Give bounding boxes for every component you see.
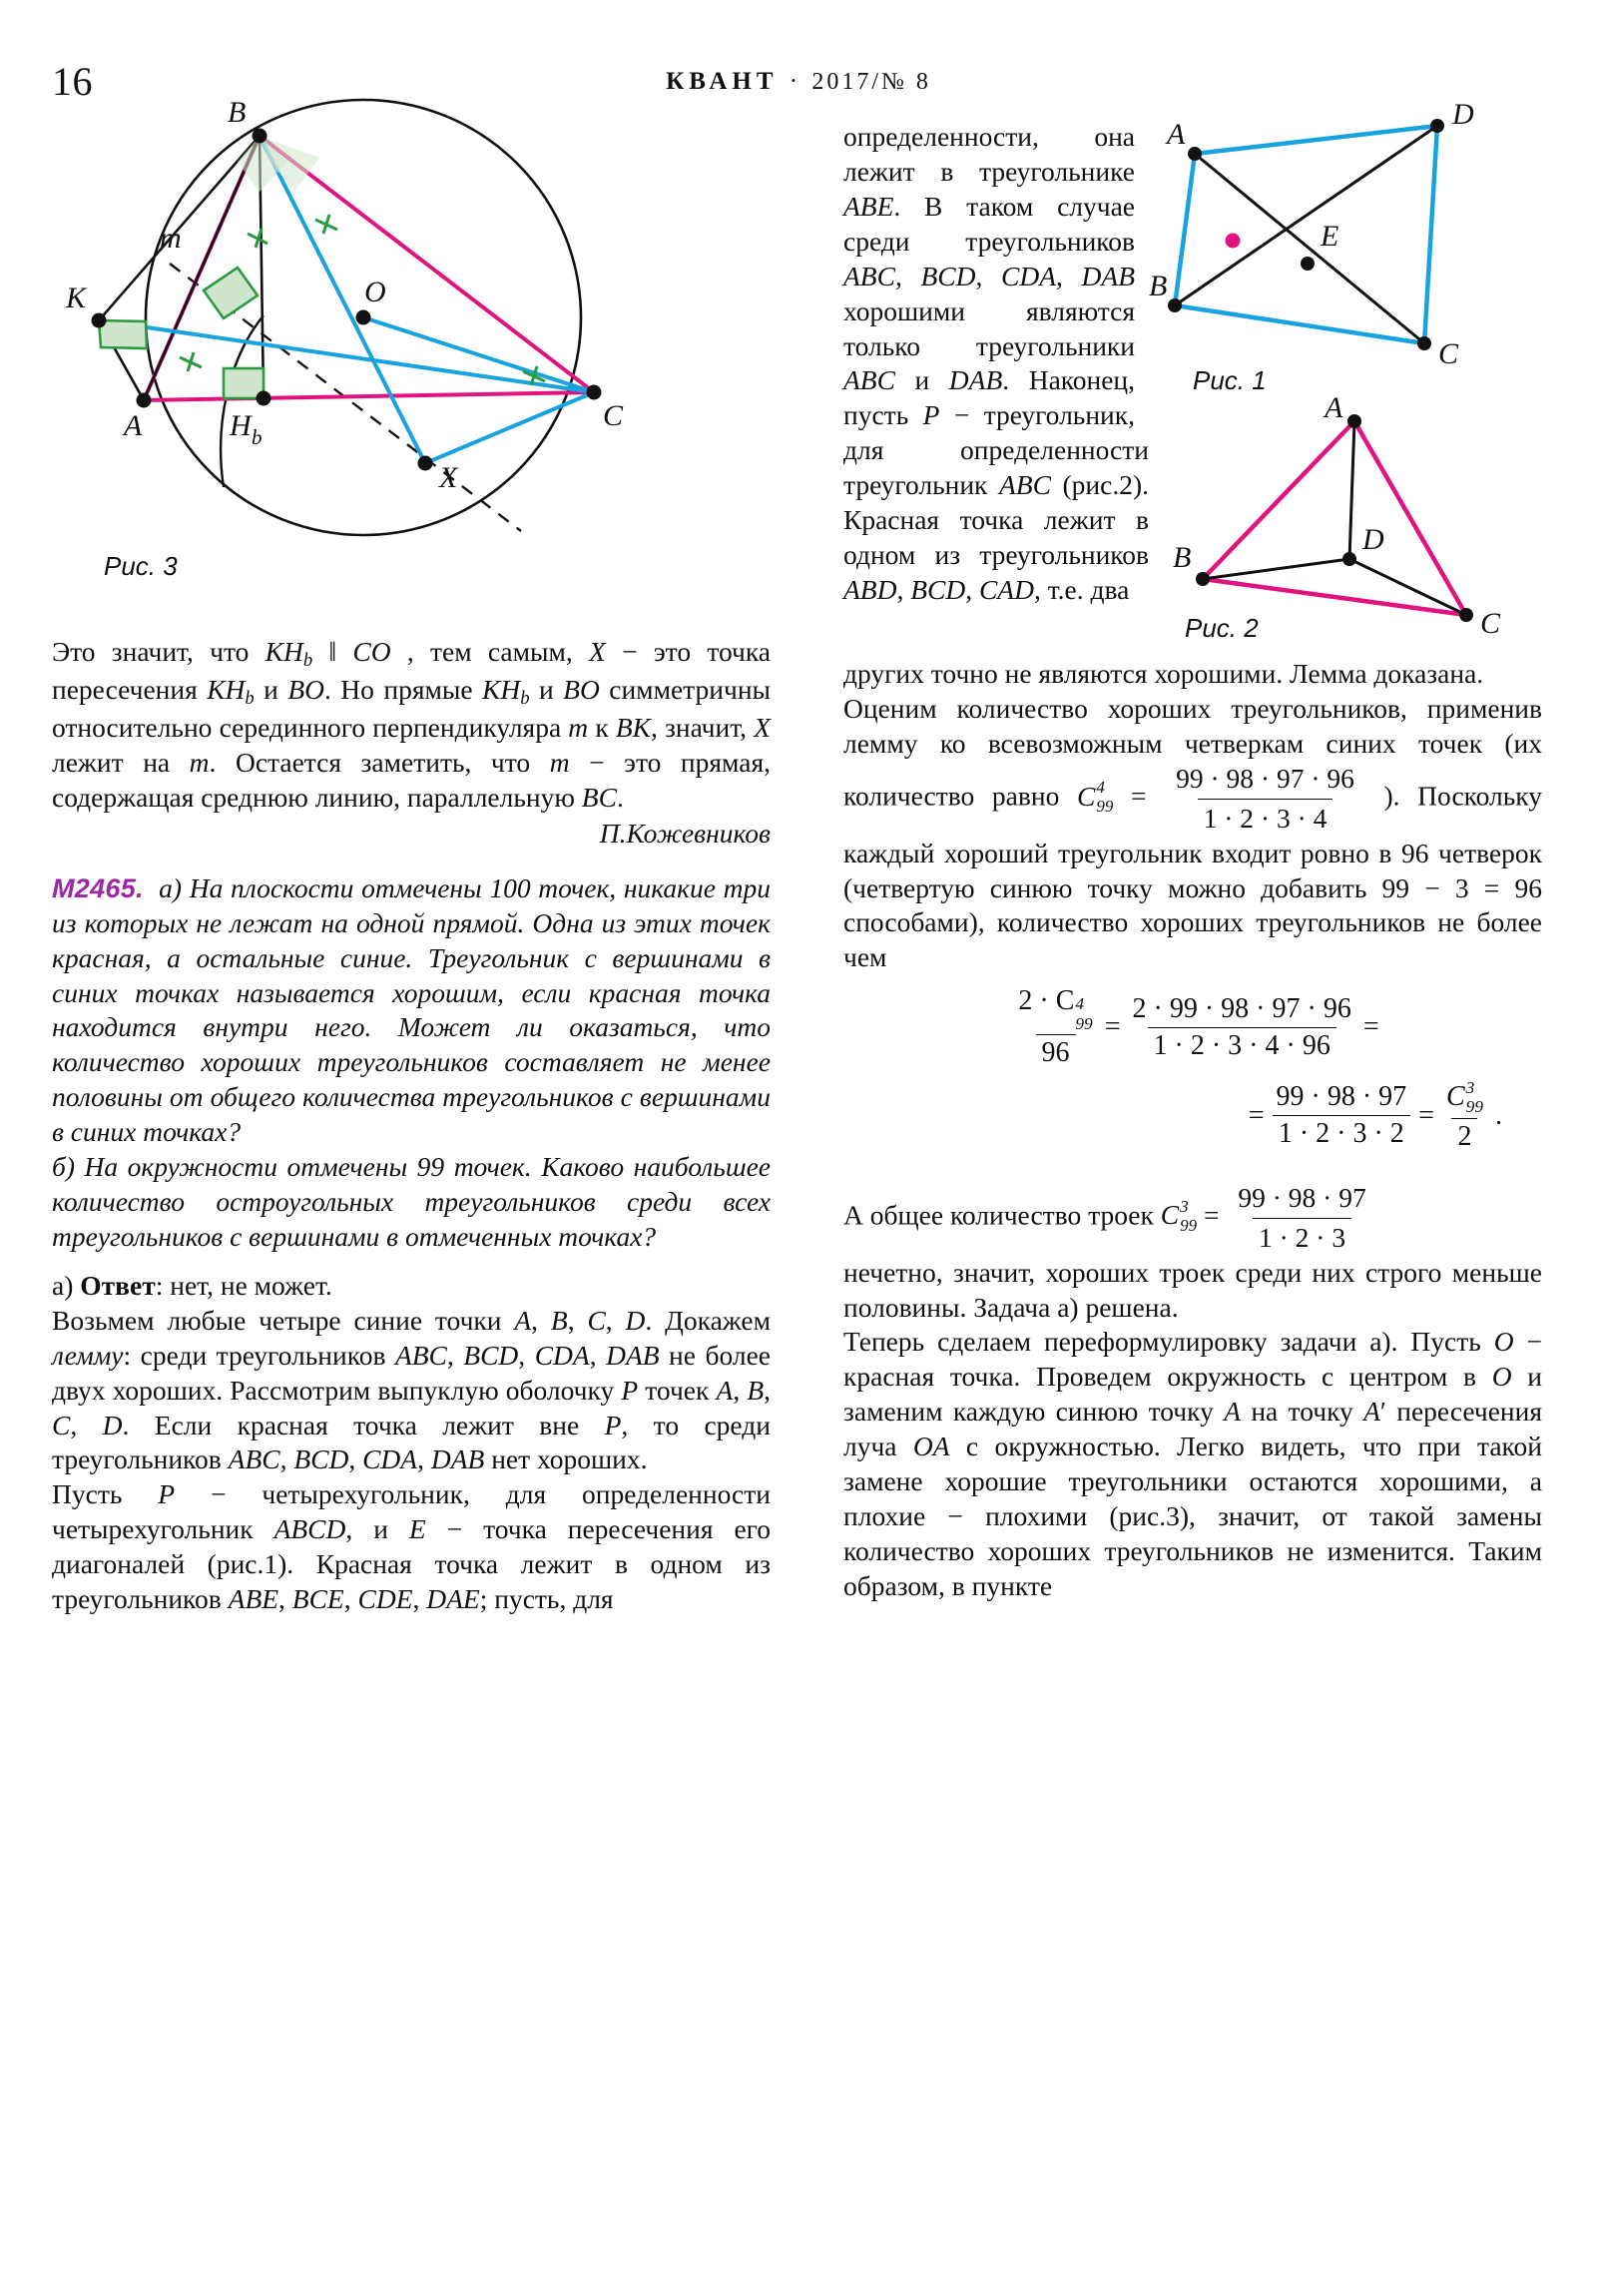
fraction-c99-3-over-2: C 3 99 2 xyxy=(1440,1079,1489,1153)
right-paragraph-lemma-end: других точно не являются хорошими. Лемма доказана. xyxy=(843,658,1484,689)
paragraph-proof-end: Это значит, что $KH_b$ ‖ CO , тем самым, X − это точка пересечения $KH_b$ и BO. Но прямые $KH_b$ и BO симметричны относительно серединного перпендикуляра m к BK, значит, X лежит на m. Остается заметить, что m − это прямая, содержащая среднюю линию, параллельную BC. xyxy=(52,636,772,813)
right-column xyxy=(843,98,1543,1604)
solution-paragraph-2: Пусть P − четырехугольник, для определенности четырехугольник ABCD, и E − точка пересечения его диагоналей (рис.1). Красная точка лежит в одном из треугольников ABE, BCE, CDE, DAE; пусть, для xyxy=(52,1478,771,1615)
journal-name: КВАНТ xyxy=(666,68,779,95)
total-triples-text: А общее количество троек xyxy=(843,1199,1161,1231)
figure-3-caption: Рис. 3 xyxy=(104,551,178,581)
fraction-left: 2 · C 4 99 96 xyxy=(1012,985,1098,1069)
svg-text:b: b xyxy=(252,425,263,449)
label-d: D xyxy=(1362,523,1384,556)
label-c: C xyxy=(1480,607,1501,640)
answer-rest: : нет, не может. xyxy=(155,1269,332,1301)
label-x: X xyxy=(439,461,458,494)
figure-3-svg xyxy=(52,96,771,635)
point-b xyxy=(253,129,267,144)
answer-line xyxy=(52,1269,771,1304)
page-header xyxy=(0,30,1597,104)
triangle-abc-magenta xyxy=(1203,421,1466,615)
point-e xyxy=(1301,257,1315,271)
page-number: 16 xyxy=(52,59,93,104)
estimate-text-post: ). Поскольку каждый хороший треугольник входит ровно в 96 четверок (четвертую синюю точку можно добавить 99 − 3 = 96 способами), количество хороших треугольников не более чем xyxy=(843,780,1543,973)
label-a: A xyxy=(124,409,143,442)
point-d xyxy=(1430,119,1444,133)
display-equation-2: = $\frac{99 \cdot 98 \cdot 97}{1 \cdot 2 \cdot 3 \cdot 2}$ = C 3 99 2 . xyxy=(1248,1078,1502,1152)
right-paragraph-reformulation: Теперь сделаем переформулировку задачи а). Пусть O − красная точка. Проведем окружность с центром в O и заменим каждую синюю точку A на точку A′ пересечения луча OA с окружностью. Легко видеть, что при такой замене хорошие треугольники остаются хорошими, а плохие − плохими (рис.3), значит, от такой замены количество хороших треугольников не изменится. Таким образом, в пункте xyxy=(843,1326,1542,1601)
issue-label: 2017/№ 8 xyxy=(811,69,931,95)
point-a xyxy=(137,393,152,408)
label-b: B xyxy=(1173,541,1192,574)
point-x xyxy=(418,456,433,471)
point-k xyxy=(92,313,107,328)
label-o: O xyxy=(364,276,386,308)
proof-author: П.Кожевников xyxy=(599,817,771,849)
right-angle-marks xyxy=(99,136,319,398)
figure-1-svg xyxy=(1149,98,1552,395)
fraction-line2: $\frac{99 \cdot 98 \cdot 97}{1 \cdot 2 \cdot 3 \cdot 2}$ xyxy=(1271,1081,1413,1150)
segment-ad xyxy=(1349,421,1354,559)
red-point-marker xyxy=(1226,234,1241,249)
point-a xyxy=(1188,147,1202,161)
point-hb xyxy=(257,391,271,406)
right-paragraph-top: определенности, она лежит в треугольнике ABE. В таком случае среди треугольников ABC, BCD, CDA, DAB хорошими являются только треугольники ABC и DAB. Наконец, пусть P − треугольник, для определенности треугольник ABC (рис.2). Красная точка лежит в одном из треугольников ABD, BCD, CAD, т.е. два xyxy=(843,121,1149,605)
point-o xyxy=(356,310,371,325)
fraction-right: $\frac{2 \cdot 99 \cdot 98 \cdot 97 \cdot 96}{1 \cdot 2 \cdot 3 \cdot 4 \cdot 96}$ xyxy=(1132,992,1351,1061)
binomial-c99-3-inline: C 3 99 xyxy=(1160,1196,1198,1235)
point-a xyxy=(1347,414,1361,428)
binomial-c99-3: C 3 99 xyxy=(1445,1078,1483,1117)
figure-2-caption: Рис. 2 xyxy=(1185,613,1259,643)
svg-text:H: H xyxy=(230,409,252,442)
header-separator: · xyxy=(789,68,801,95)
journal-title-line xyxy=(0,68,1597,96)
label-b: B xyxy=(1149,270,1168,302)
label-m: m xyxy=(160,222,182,255)
problem-number-label: M2465. xyxy=(52,872,144,903)
problem-m2465 xyxy=(52,871,771,1150)
label-hb xyxy=(229,409,263,449)
figure-1-container xyxy=(1149,98,1552,395)
point-b xyxy=(1196,572,1210,586)
fraction-c99-3: $\frac{99 \cdot 98 \cdot 97}{1 \cdot 2 \cdot 3}$ xyxy=(1232,1181,1371,1256)
segment-bx-cyan xyxy=(260,136,425,463)
label-c: C xyxy=(1438,337,1459,370)
segment-ba xyxy=(144,136,260,400)
answer-bold-word: Ответ xyxy=(80,1269,156,1301)
label-b: B xyxy=(228,96,247,129)
segment-xc-cyan xyxy=(425,392,594,463)
figure-3 xyxy=(52,96,771,635)
quadrilateral-abcd-cyan xyxy=(1175,126,1437,343)
figure-2-container xyxy=(1167,391,1546,651)
right-paragraph-estimate: Оценим количество хороших треугольников, применив лемму ко всевозможным четверкам синих точек (их количество равно C 4 99 = $\frac{99 \cdot 98 \cdot 97 \cdot 96}{1 \cdot 2 \cdot 3 \cdot 4}$ ). Поскольку каждый хороший треугольник входит ровно в 96 четверок (четвертую синюю точку можно добавить 99 − 3 = 96 способами), количество хороших треугольников не более чем xyxy=(843,692,1543,973)
segment-oc-cyan xyxy=(363,317,594,392)
solution-paragraph-1: Возьмем любые четыре синие точки A, B, C, D. Докажем лемму: среди треугольников ABC, BCD, CDA, DAB не более двух хороших. Рассмотрим выпуклую оболочку P точек A, B, C, D. Если красная точка лежит вне P, то среди треугольников ABC, BCD, CDA, DAB нет хороших. xyxy=(52,1304,772,1475)
label-a: A xyxy=(1325,391,1343,424)
answer-part-letter: а) xyxy=(52,1269,81,1301)
binomial-c99-4-inline: C 4 99 xyxy=(1076,777,1114,816)
point-b xyxy=(1168,298,1182,312)
label-a: A xyxy=(1167,118,1186,151)
problem-part-b: б) На окружности отмечены 99 точек. Каково наибольшее количество остроугольных треугольников среди всех треугольников с вершинами в отмеченных точках? xyxy=(52,1151,771,1252)
estimate-text-pre: Оценим количество хороших треугольников, применив лемму ко всевозможным четверкам синих точек (их количество равно xyxy=(843,692,1542,812)
fraction-left-num: 2 · C 4 99 xyxy=(1018,985,1093,1033)
right-paragraph-total-triples: А общее количество троек C 3 99 = $\frac{99 \cdot 98 \cdot 97}{1 \cdot 2 \cdot 3}$ xyxy=(843,1181,1542,1256)
segment-bd xyxy=(1203,559,1349,579)
problem-part-a-text: а) На плоскости отмечены 100 точек, никакие три из которых не лежат на одной прямой. Одна из этих точек красная, а остальные синие. Треугольник с вершинами в синих точках называется хорошим, если красная точка находится внутри него. Может ли оказаться, что количество хороших треугольников составляет не менее половины от общего количества треугольников с вершинами в синих точках? xyxy=(52,871,771,1148)
point-c xyxy=(1417,336,1431,350)
figure-2-svg xyxy=(1167,391,1546,651)
point-c xyxy=(587,385,602,400)
label-k: K xyxy=(66,282,87,314)
figure-1-caption: Рис. 1 xyxy=(1193,365,1267,395)
point-d xyxy=(1342,552,1356,566)
left-column xyxy=(52,96,771,1617)
right-paragraph-conclusion: нечетно, значит, хороших троек среди них строго меньше половины. Задача а) решена. xyxy=(843,1256,1542,1323)
fraction-c99-4: $\frac{99 \cdot 98 \cdot 97 \cdot 96}{1 \cdot 2 \cdot 3 \cdot 4}$ xyxy=(1170,762,1360,837)
display-equation-1: 2 · C 4 99 96 = $\frac{2 \cdot 99 \cdot 98 \cdot 97 \cdot 96}{1 \cdot 2 \cdot 3 \cdot 4 \cdot 96}$ = xyxy=(843,985,1542,1069)
point-c xyxy=(1459,608,1473,622)
label-c: C xyxy=(603,399,624,432)
right-angle-m xyxy=(204,268,258,318)
segment-kc-cyan xyxy=(99,320,594,392)
label-e: E xyxy=(1321,220,1339,253)
label-d: D xyxy=(1452,98,1474,131)
right-angle-k xyxy=(99,320,147,348)
